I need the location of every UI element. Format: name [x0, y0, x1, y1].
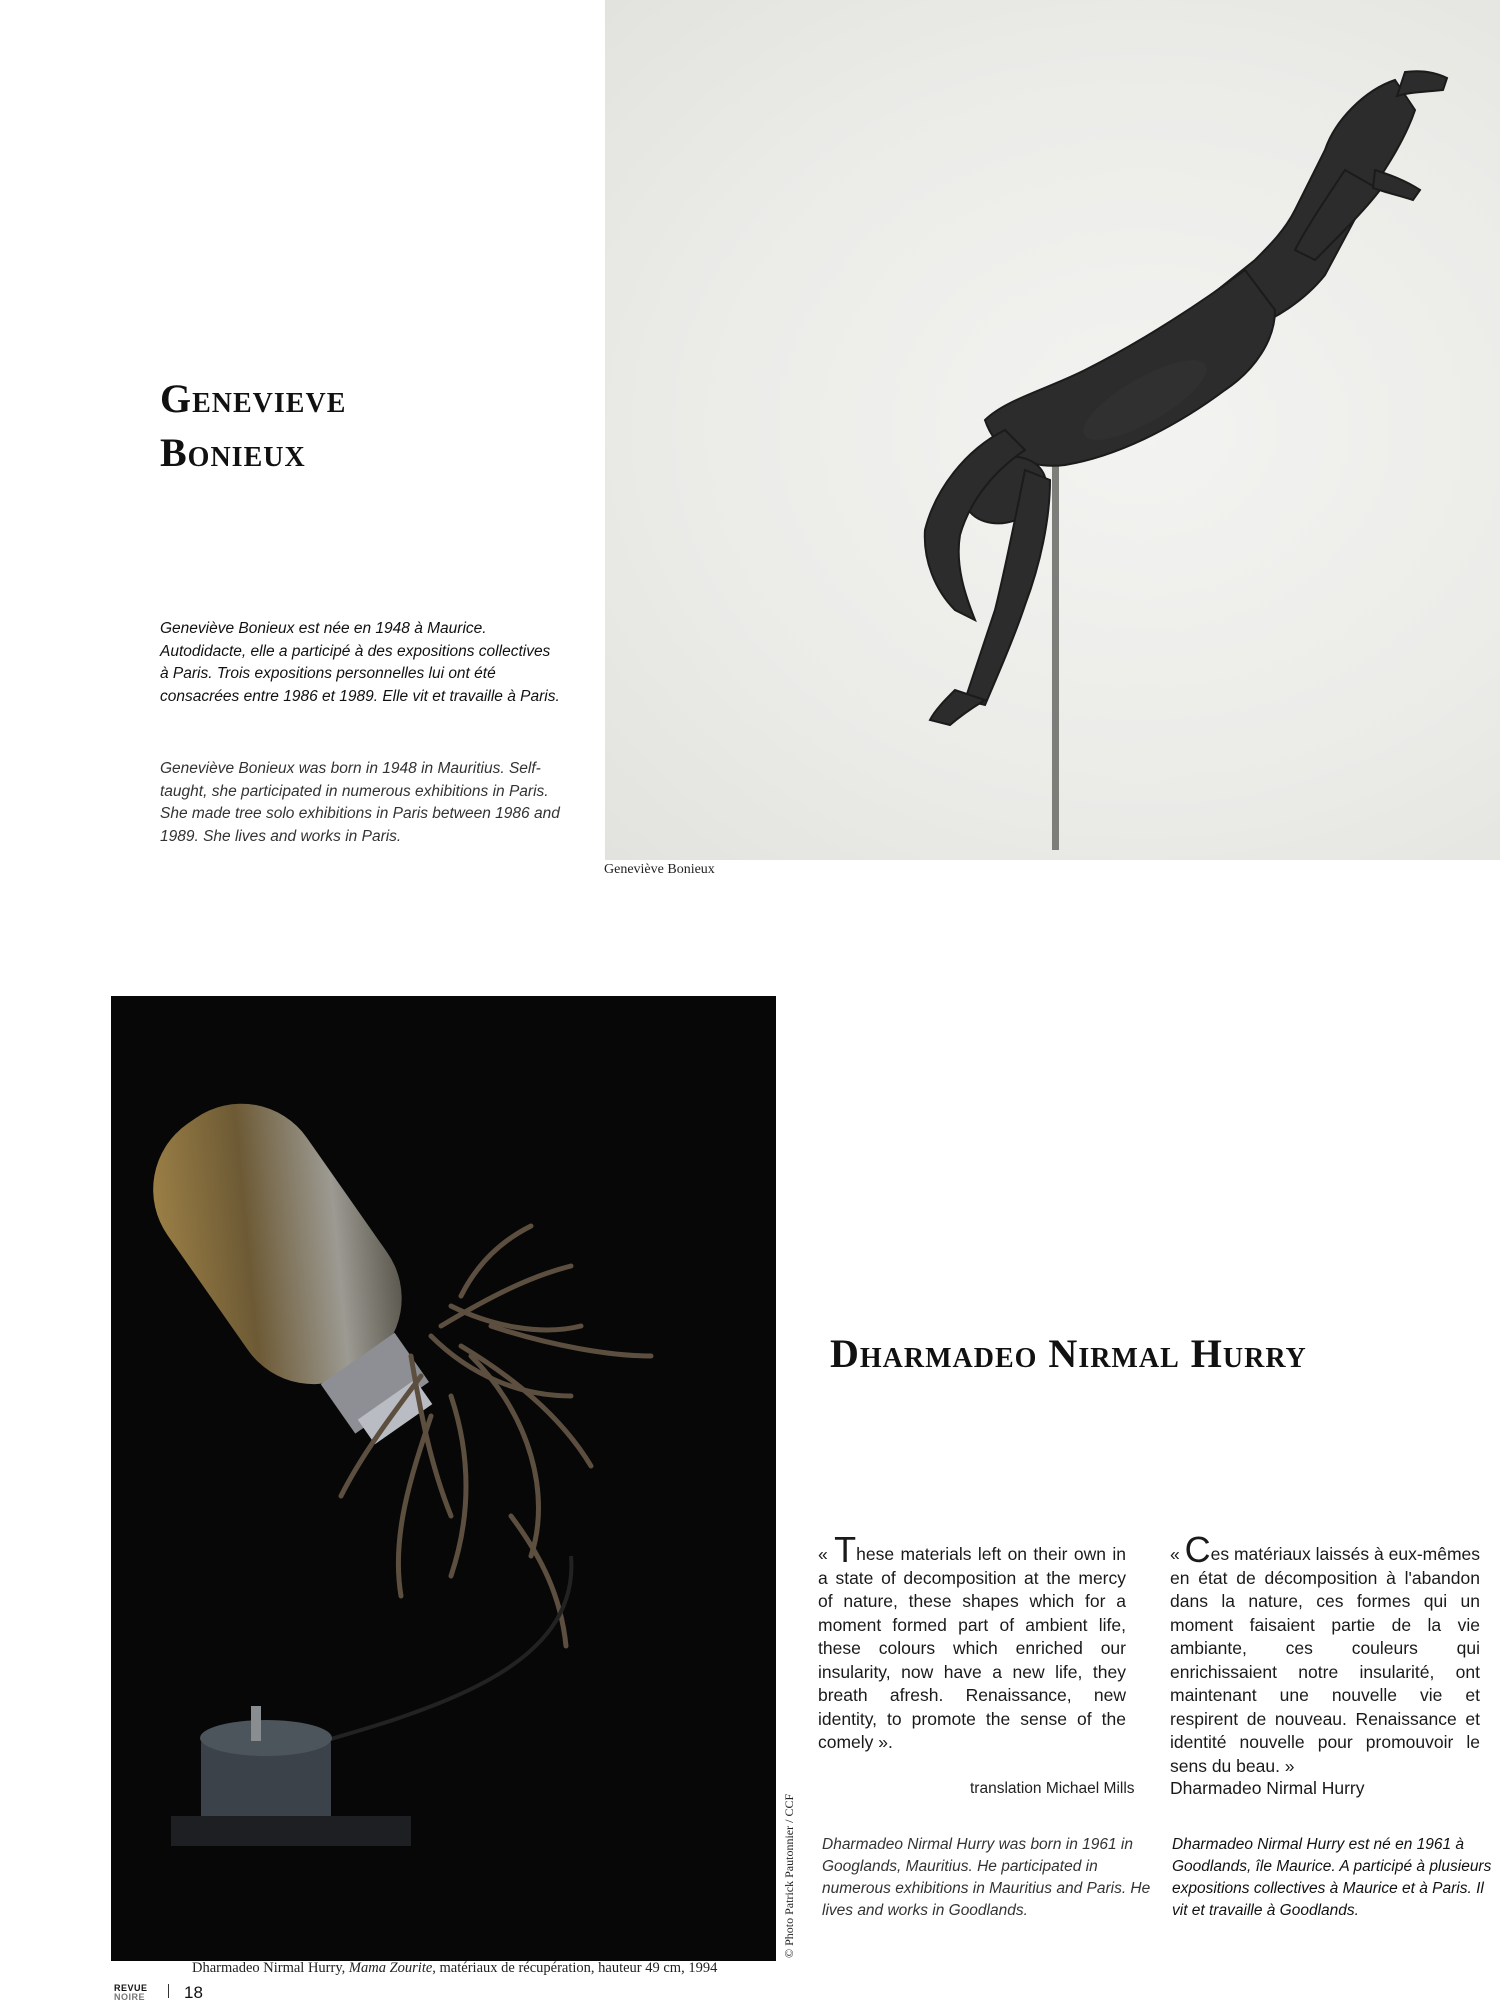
artist-name-line1-text: Genevieve — [160, 376, 347, 421]
magazine-logo — [114, 1984, 148, 2002]
caption-artist: Dharmadeo Nirmal Hurry, — [192, 1960, 349, 1976]
quote-open-mark: « — [818, 1544, 828, 1564]
translation-credit: translation Michael Mills — [970, 1780, 1135, 1797]
sculpture-photo-bonieux — [605, 0, 1500, 860]
quote-fr-body: es matériaux laissés à eux-mêmes en état de décomposition à l'abandon dans la nature, ces formes qui un moment faisaient partie de la vie ambiante, ces couleurs qui enrichissaient notre insularité, ont maintenant une nouvelle vie et respirent de nouveau. Renaissance et identité nouvelle pour promouvoir le sens du beau. » — [1170, 1544, 1481, 1776]
bio-french-bonieux: Geneviève Bonieux est née en 1948 à Maurice. Autodidacte, elle a participé à des expositions collectives à Paris. Trois expositions personnelles lui ont été consacrées entre 1986 et 1989. Elle vit et travaille à Paris. — [160, 620, 560, 705]
quote-en-body: hese materials left on their own in a state of decomposition at the mercy of nature, these shapes which for a moment formed part of ambient life, these colours which enriched our insularity, now have a new life, they breath afresh. Renaissance, new identity, to promote the sense of the comely ». — [818, 1544, 1126, 1752]
photo-credit: © Photo Patrick Pautonnier / CCF — [782, 1793, 796, 1958]
quote-french — [1170, 1529, 1481, 1778]
sculpture-photo-hurry — [111, 996, 776, 1961]
footer-divider — [168, 1984, 169, 1998]
magazine-logo-line1: REVUE — [114, 1983, 148, 1993]
quote-open-mark-fr: « — [1170, 1544, 1180, 1564]
photo-caption-bonieux: Geneviève Bonieux — [604, 862, 715, 877]
caption-title: Mama Zourite — [348, 1960, 433, 1976]
page-number: 18 — [184, 1983, 203, 2002]
caption-details: , matériaux de récupération, hauteur 49 cm, 1994 — [432, 1960, 718, 1976]
magazine-logo-line2: NOIRE — [114, 1992, 146, 2002]
quote-fr-initial: C — [1184, 1529, 1211, 1570]
photo-caption-hurry — [192, 1960, 717, 1977]
quote-en-initial: T — [834, 1529, 857, 1570]
bio-french-hurry: Dharmadeo Nirmal Hurry est né en 1961 à Goodlands, île Maurice. A participé à plusieurs expositions collectives à Maurice et à Paris. Il vit et travaille à Goodlands. — [1172, 1836, 1492, 1919]
artist-name-line2-text: Bonieux — [160, 430, 306, 475]
bio-english-bonieux: Geneviève Bonieux was born in 1948 in Mauritius. Self-taught, she participated in numerous exhibitions in Paris. She made tree solo exhibitions in Paris between 1986 and 1989. She lives and works in Paris. — [160, 760, 560, 845]
quote-author: Dharmadeo Nirmal Hurry — [1170, 1778, 1365, 1798]
bio-english-hurry: Dharmadeo Nirmal Hurry was born in 1961 in Googlands, Mauritius. He participated in numerous exhibitions in Mauritius and Paris. He lives and works in Goodlands. — [822, 1836, 1151, 1919]
quote-english — [818, 1529, 1126, 1755]
artist-name-hurry: Dharmadeo Nirmal Hurry — [830, 1331, 1307, 1376]
artist-name-bonieux-text — [160, 372, 346, 480]
